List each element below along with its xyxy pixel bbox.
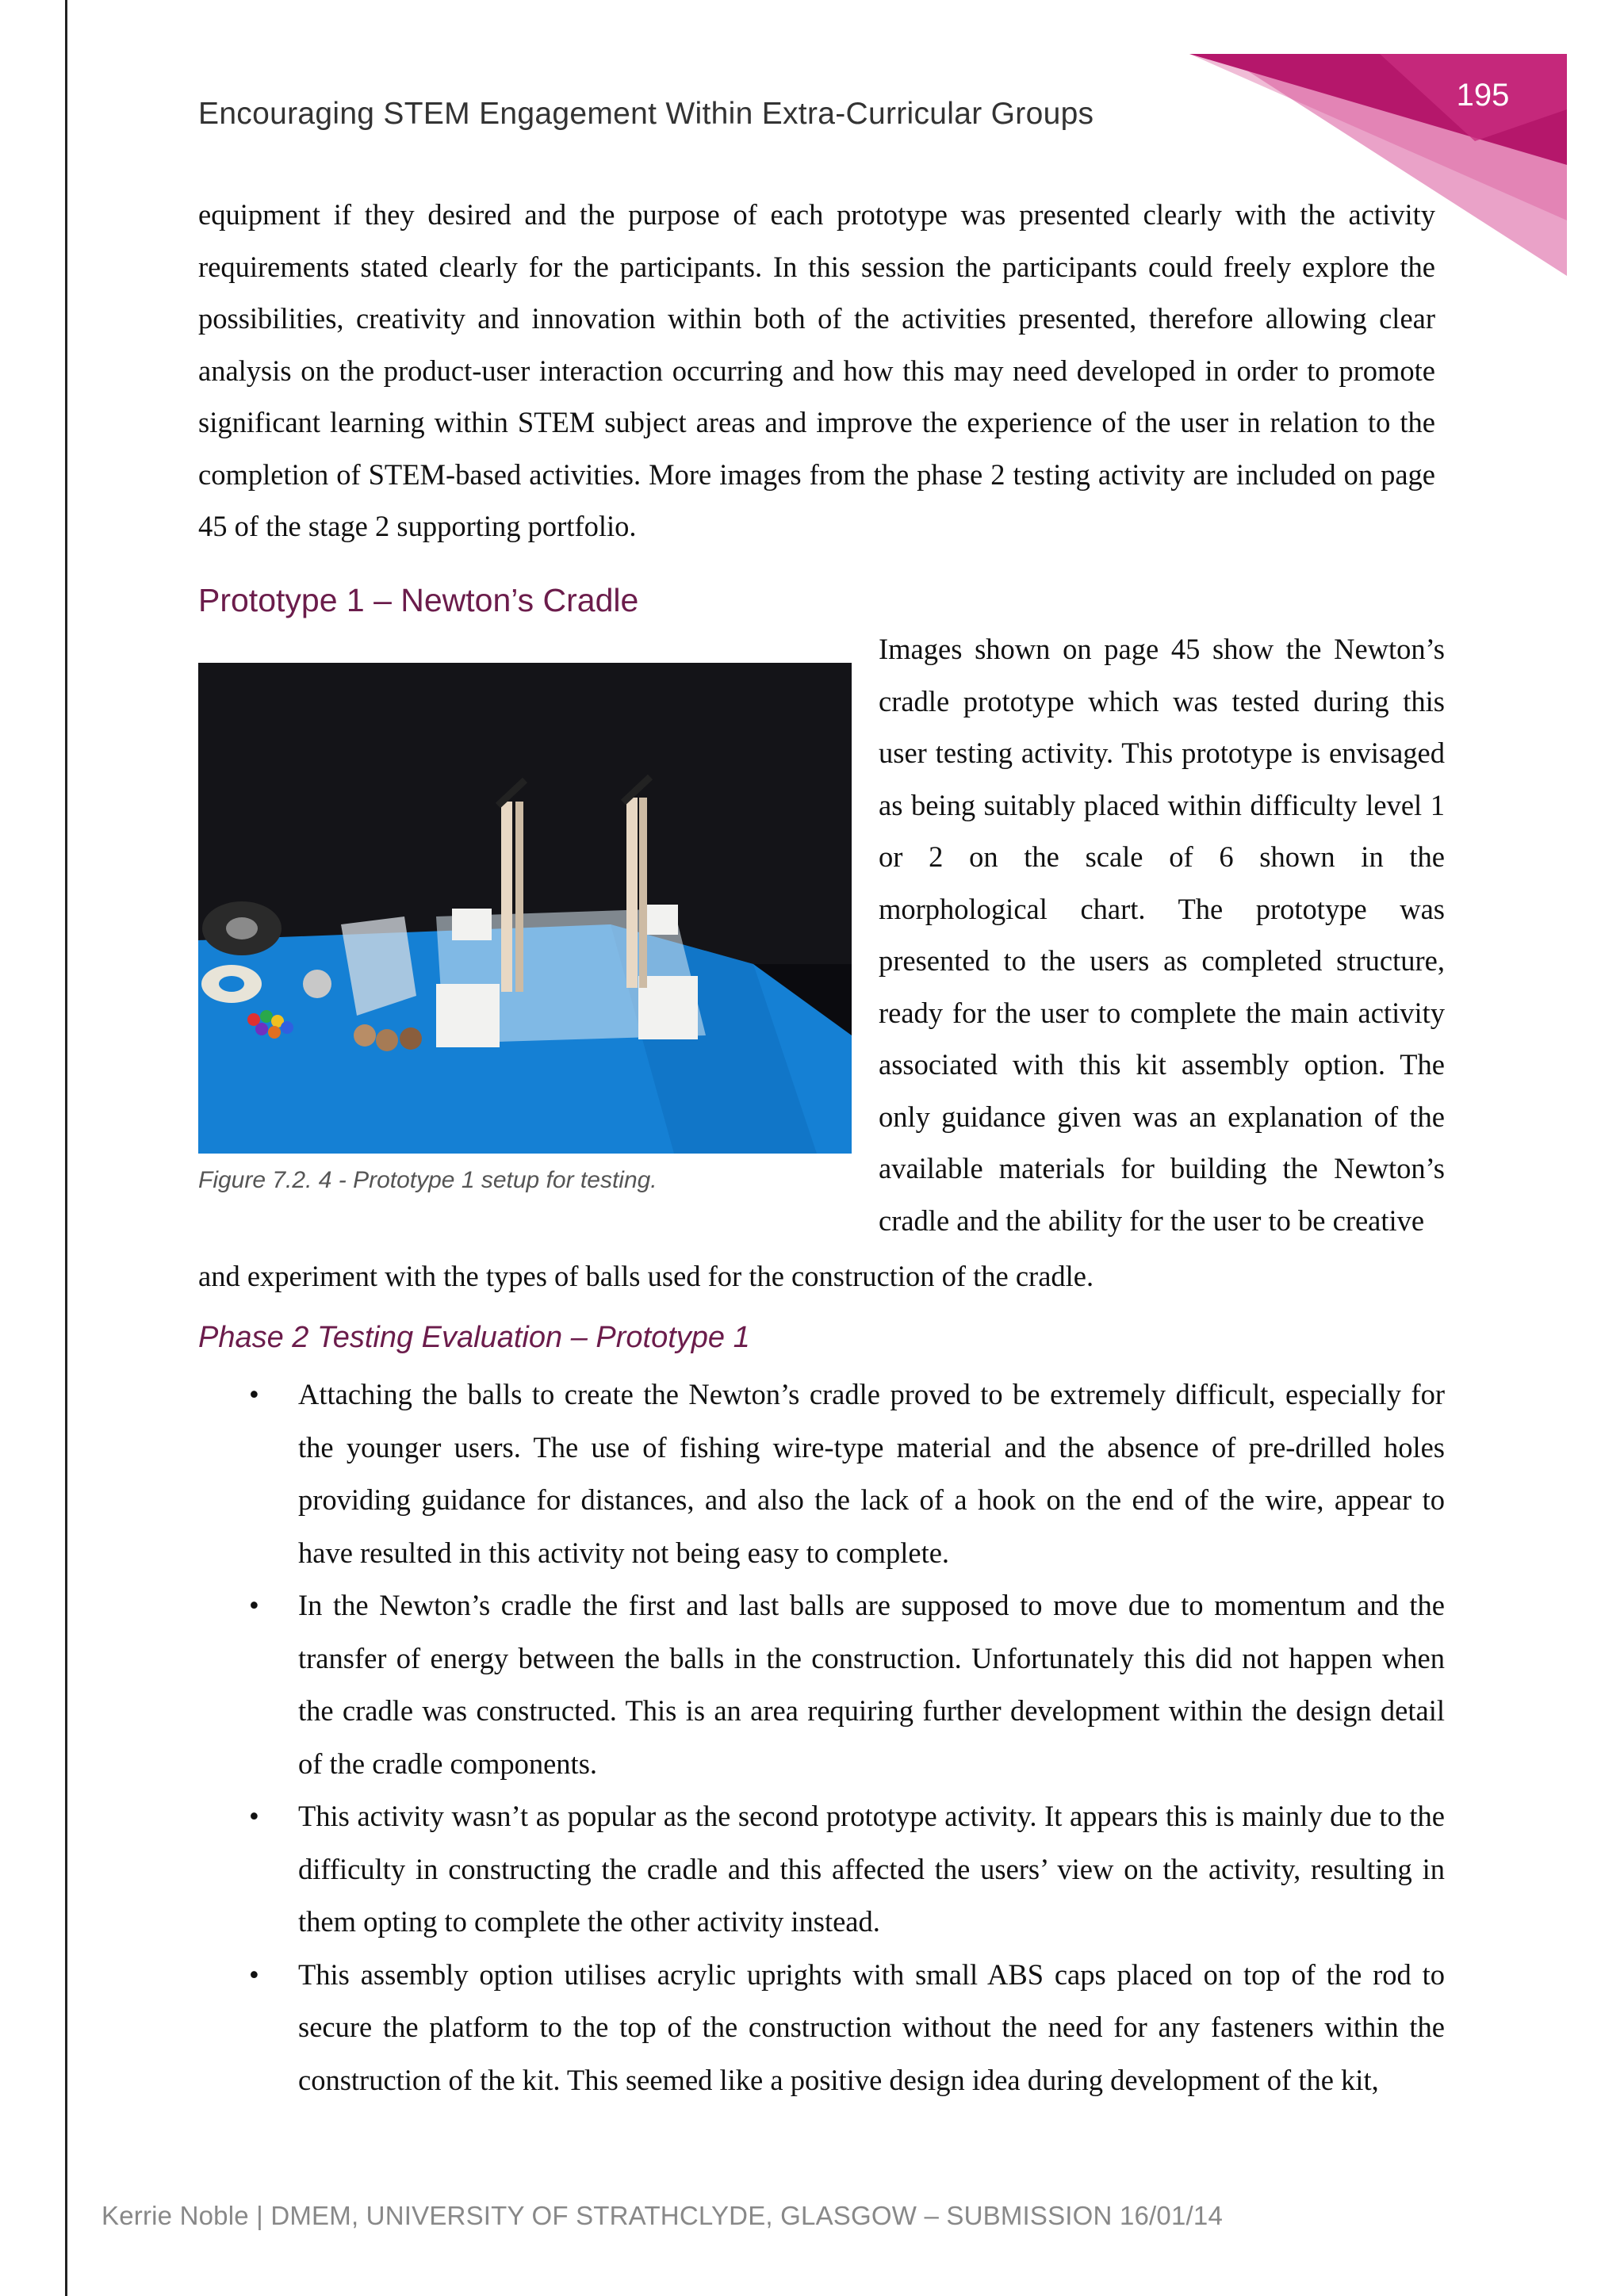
list-item [198,1579,1445,1790]
side-paragraph: Images shown on page 45 show the Newton’s cradle prototype which was tested during this user testing activity. This prototype is envisaged as being suitably placed within difficulty level 1 or 2 on the scale of 6 shown in the morphological chart. The prototype was presented to the users as completed structure, ready for the user to complete the main activity associated with this kit assembly option. The only guidance given was an explanation of the available materials for building the Newton’s cradle and the ability for the user to be creative [879,633,1445,1237]
bullet-icon: • [249,1378,259,1410]
page-number: 195 [1456,78,1510,113]
bullet-icon: • [249,1589,259,1621]
list-item [198,1790,1445,1949]
section-heading: Prototype 1 – Newton’s Cradle [198,582,639,618]
list-item-text: Attaching the balls to create the Newton’s cradle proved to be extremely difficult, especially for the younger users. The use of fishing wire-type material and the absence of pre-drilled holes providing guidance for distances, and also the lack of a hook on the end of the wire, appear to have resulted in this activity not being easy to complete. [298,1378,1445,1569]
figure-caption: Figure 7.2. 4 - Prototype 1 setup for testing. [198,1167,657,1193]
bullet-icon: • [249,1800,259,1832]
running-title: Encouraging STEM Engagement Within Extra-Curricular Groups [198,97,1094,131]
intro-paragraph: equipment if they desired and the purpose of each prototype was presented clearly with the activity requirements stated clearly for the participants. In this session the participants could freely explore the possibilities, creativity and innovation within both of the activities presented, therefore allowing clear analysis on the product-user interaction occurring and how this may need developed in order to promote significant learning within STEM subject areas and improve the experience of the user in relation to the completion of STEM-based activities. More images from the phase 2 testing activity are included on page 45 of the stage 2 supporting portfolio. [198,198,1435,542]
page-footer: Kerrie Noble | DMEM, UNIVERSITY OF STRATHCLYDE, GLASGOW – SUBMISSION 16/01/14 [102,2201,1224,2230]
evaluation-heading: Phase 2 Testing Evaluation – Prototype 1 [198,1321,750,1354]
evaluation-list [198,1368,1445,2107]
list-item-text: This assembly option utilises acrylic uprights with small ABS caps placed on top of the rod to secure the platform to the top of the construction without the need for any fasteners within the construction of the kit. This seemed like a positive design idea during development of the kit, [298,1957,1445,2096]
list-item [198,1368,1445,1579]
list-item [198,1949,1445,2107]
list-item-text: This activity wasn’t as popular as the second prototype activity. It appears this is mainly due to the difficulty in constructing the cradle and this affected the users’ view on the activity, resulting in them opting to complete the other activity instead. [298,1800,1445,1938]
bullet-icon: • [249,1957,259,1991]
margin-rule [65,0,67,2296]
list-item-text: In the Newton’s cradle the first and last balls are supposed to move due to momentum and the transfer of energy between the balls in the construction. Unfortunately this did not happen when the cradle was constructed. This is an area requiring further development within the design detail of the cradle components. [298,1589,1445,1780]
side-paragraph-continuation: and experiment with the types of balls used for the construction of the cradle. [198,1260,1094,1292]
prototype-photo [198,663,852,1154]
